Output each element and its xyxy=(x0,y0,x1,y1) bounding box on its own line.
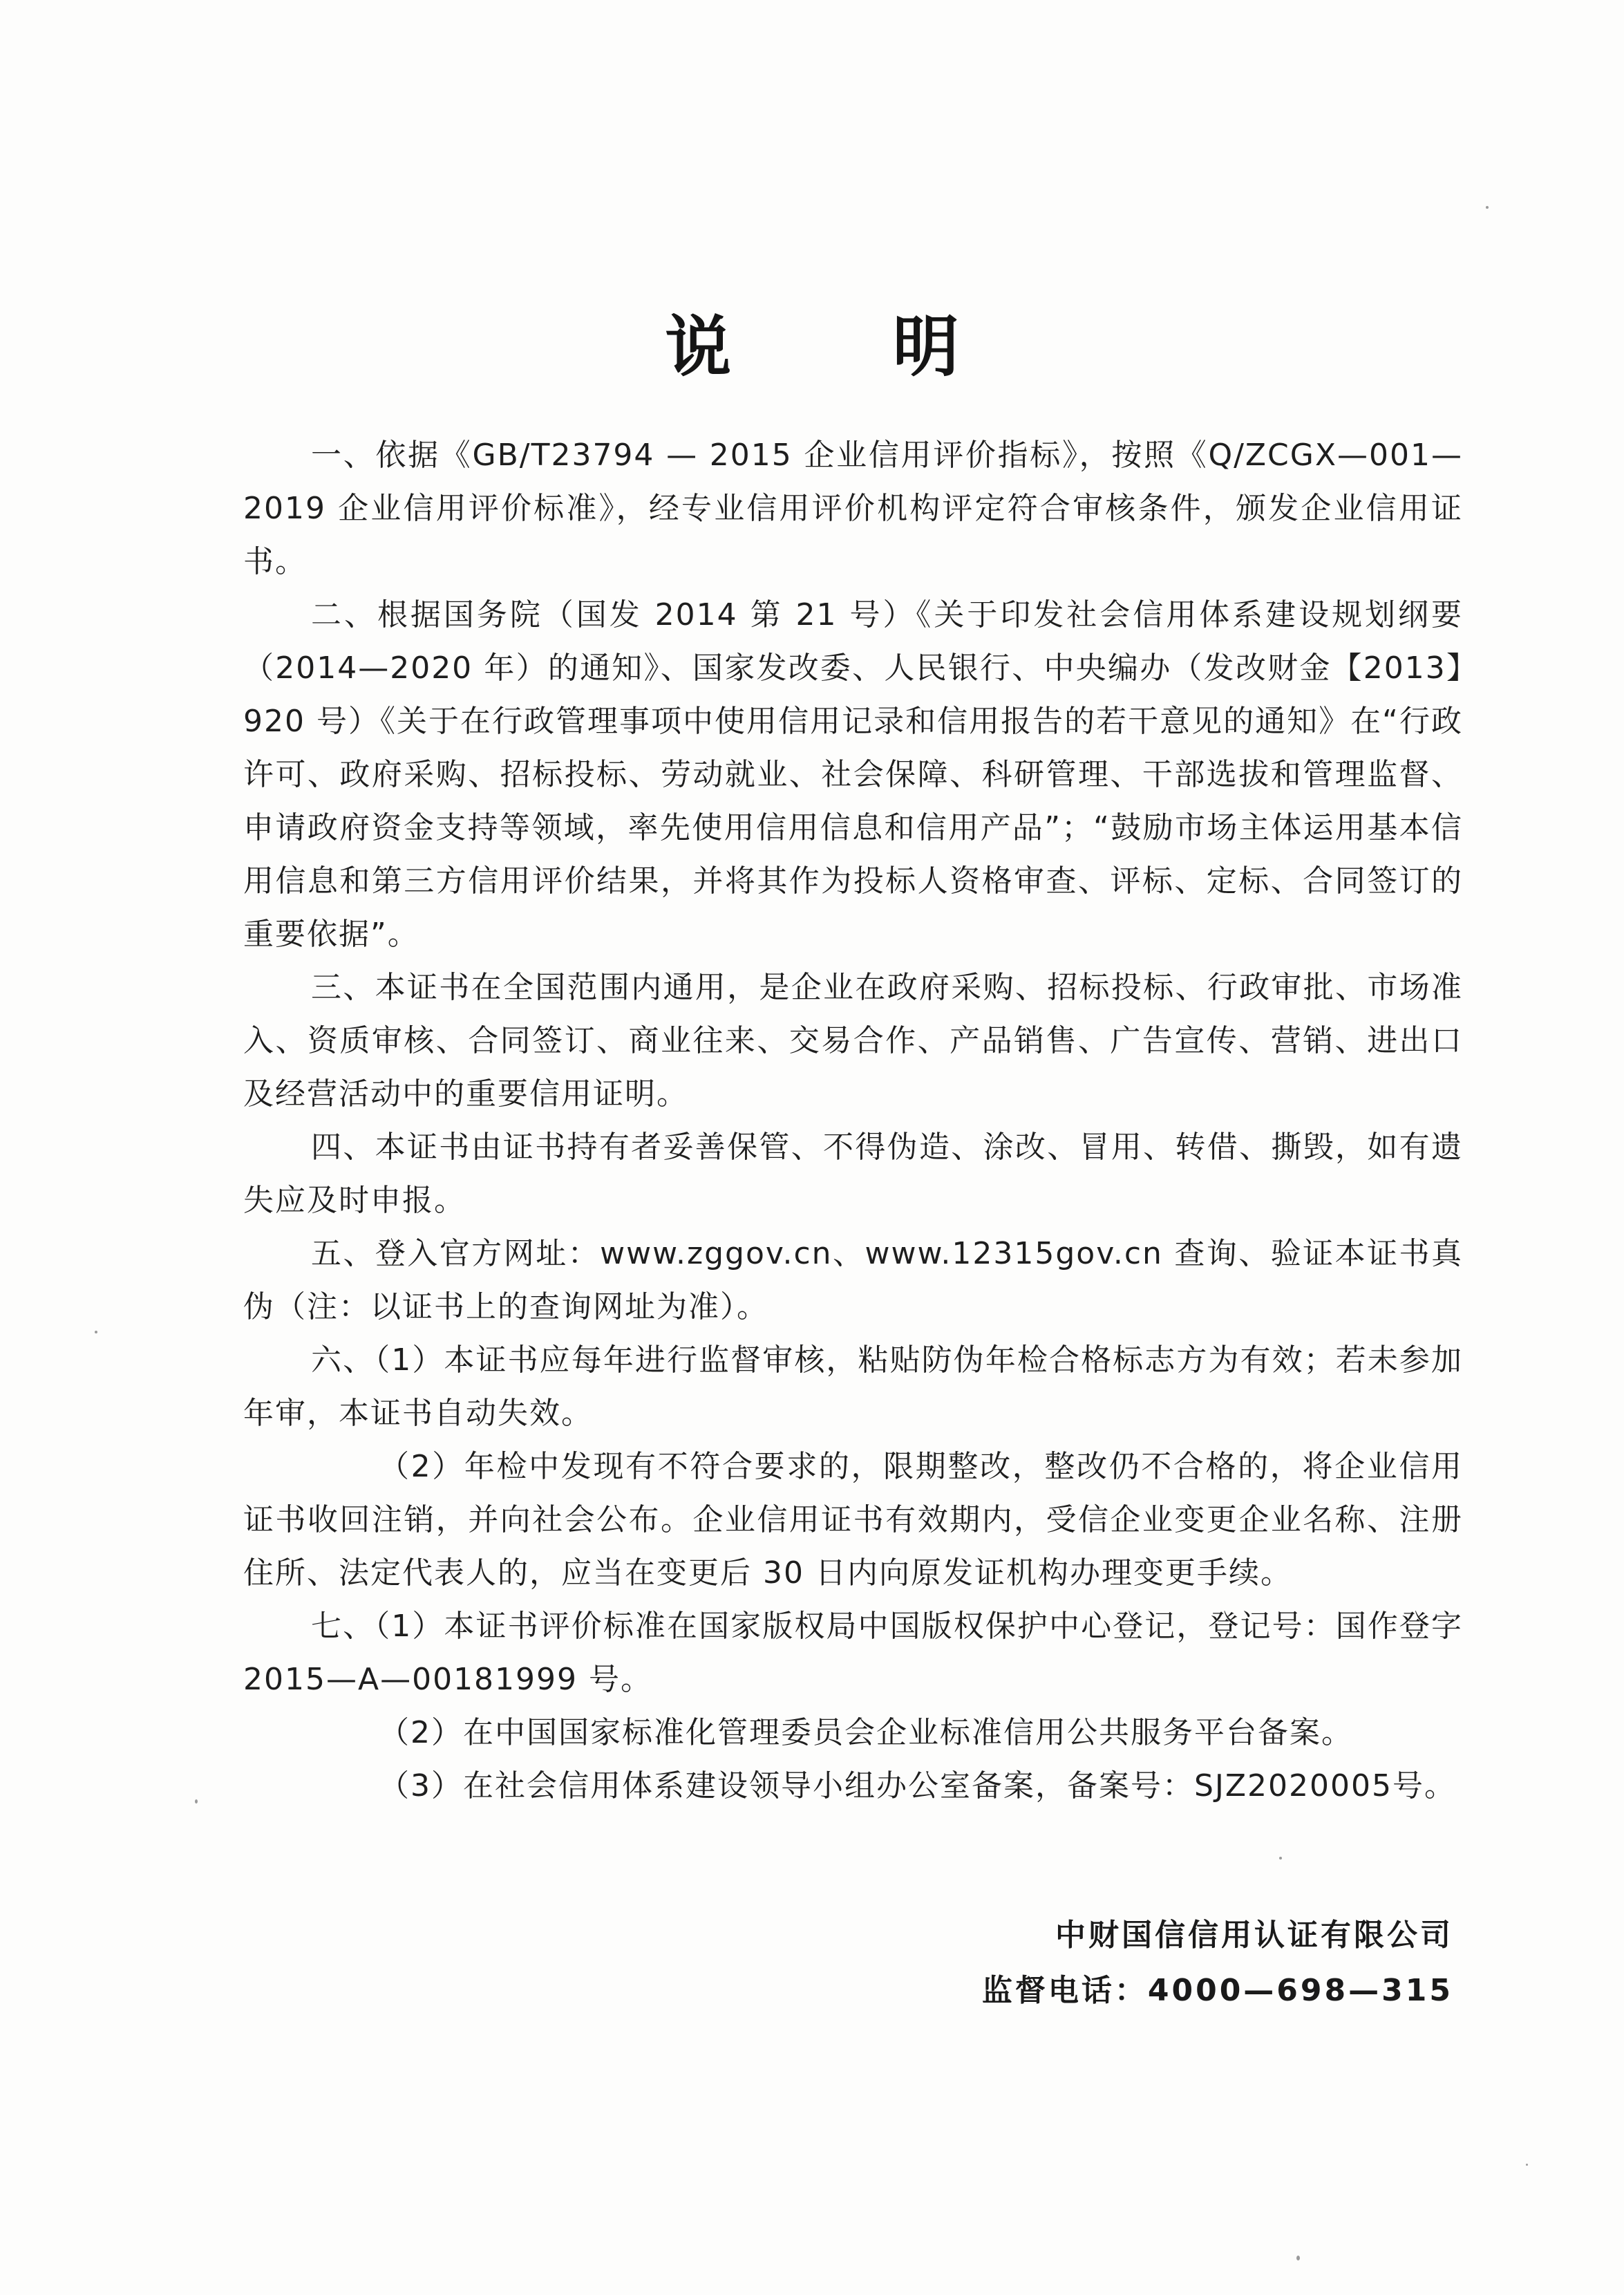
document-footer xyxy=(0,1908,1453,2018)
document-body xyxy=(243,429,1463,1812)
paragraph-6: 六、（1）本证书应每年进行监督审核，粘贴防伪年检合格标志方为有效；若未参加年审，本证书自动失效。 xyxy=(243,1342,1463,1431)
scan-speck xyxy=(1486,206,1489,209)
scan-speck xyxy=(1526,2164,1528,2166)
paragraph-7-2: （2）在中国国家标准化管理委员会企业标准信用公共服务平台备案。 xyxy=(379,1715,1353,1750)
scan-speck xyxy=(95,1331,97,1333)
hotline: 监督电话：4000—698—315 xyxy=(981,1973,1453,2008)
paragraph-5: 五、登入官方网址：www.zggov.cn、www.12315gov.cn 查询、验证本证书真伪（注：以证书上的查询网址为准）。 xyxy=(243,1236,1463,1324)
paragraph-7: 七、（1）本证书评价标准在国家版权局中国版权保护中心登记，登记号：国作登字 2015—A—00181999 号。 xyxy=(243,1609,1463,1697)
paragraph-1: 一、依据《GB/T23794 — 2015 企业信用评价指标》，按照《Q/ZCGX—001—2019 企业信用评价标准》，经专业信用评价机构评定符合审核条件，颁发企业信用证书。 xyxy=(243,438,1463,579)
paragraph-6-2: （2）年检中发现有不符合要求的，限期整改，整改仍不合格的，将企业信用证书收回注销，并向社会公布。企业信用证书有效期内，受信企业变更企业名称、注册住所、法定代表人的，应当在变更后 30 日内向原发证机构办理变更手续。 xyxy=(243,1449,1463,1591)
scan-speck xyxy=(1296,2256,1300,2260)
paragraph-7-3: （3）在社会信用体系建设领导小组办公室备案，备案号：SJZ2020005号。 xyxy=(379,1768,1456,1804)
document-title: 说 明 xyxy=(665,308,1028,386)
company-name: 中财国信信用认证有限公司 xyxy=(1055,1918,1453,1953)
paragraph-3: 三、本证书在全国范围内通用，是企业在政府采购、招标投标、行政审批、市场准入、资质审核、合同签订、商业往来、交易合作、产品销售、广告宣传、营销、进出口及经营活动中的重要信用证明。 xyxy=(243,970,1463,1112)
paragraph-2: 二、根据国务院（国发 2014 第 21 号）《关于印发社会信用体系建设规划纲要（2014—2020 年）的通知》、国家发改委、人民银行、中央编办（发改财金【2013】920 号）《关于在行政管理事项中使用信用记录和信用报告的若干意见的通知》在“行政许可、政府采购、招标投标、劳动就业、社会保障、科研管理、干部选拔和管理监督、申请政府资金支持等领域，率先使用信用信息和信用产品”；“鼓励市场主体运用基本信用信息和第三方信用评价结果，并将其作为投标人资格审查、评标、定标、合同签订的重要依据”。 xyxy=(243,597,1463,952)
paragraph-4: 四、本证书由证书持有者妥善保管、不得伪造、涂改、冒用、转借、撕毁，如有遗失应及时申报。 xyxy=(243,1130,1463,1218)
scan-speck xyxy=(195,1799,198,1804)
scan-speck xyxy=(1279,1857,1282,1860)
